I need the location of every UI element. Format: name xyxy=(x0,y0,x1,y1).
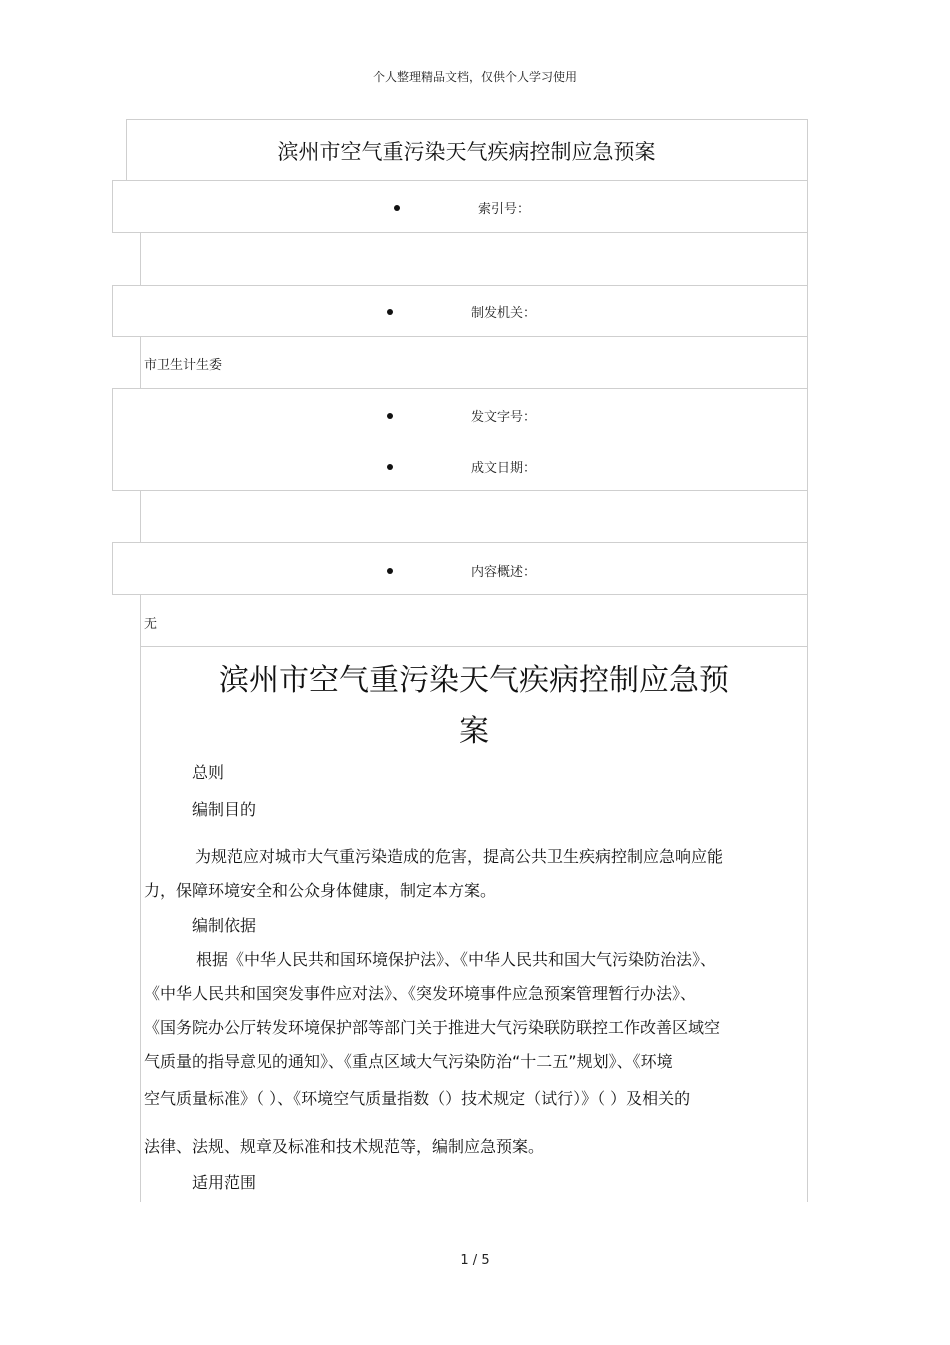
bullet-icon xyxy=(387,413,393,419)
table-line xyxy=(112,388,113,491)
basis-line: 气质量的指导意见的通知》、《重点区域大气污染防治“十二五”规划》、《环境 xyxy=(144,1052,673,1071)
label-date: 成文日期： xyxy=(471,461,537,476)
basis-line: 《国务院办公厅转发环境保护部等部门关于推进大气污染联防联控工作改善区域空 xyxy=(144,1018,721,1037)
table-line xyxy=(112,542,808,543)
heading-basis: 编制依据 xyxy=(192,916,257,935)
purpose-line: 为规范应对城市大气重污染造成的危害，提高公共卫生疾病控制应急响应能 xyxy=(195,847,724,866)
table-line xyxy=(112,285,808,286)
bullet-icon xyxy=(387,464,393,470)
table-line xyxy=(112,180,113,233)
basis-line: 《中华人民共和国突发事件应对法》、《突发环境事件应急预案管理暂行办法》、 xyxy=(144,984,697,1003)
header-note: 个人整理精品文档，仅供个人学习使用 xyxy=(372,70,577,84)
bullet-icon xyxy=(394,205,400,211)
label-doc-number: 发文字号： xyxy=(471,410,537,425)
doc-title-line1: 滨州市空气重污染天气疾病控制应急预 xyxy=(219,663,729,698)
table-line xyxy=(112,388,808,389)
bullet-icon xyxy=(387,309,393,315)
heading-purpose: 编制目的 xyxy=(192,800,257,819)
page-number: 1 / 5 xyxy=(460,1253,490,1268)
purpose-line: 力，保障环境安全和公众身体健康，制定本方案。 xyxy=(144,881,497,900)
heading-general: 总则 xyxy=(192,763,225,782)
table-line xyxy=(140,232,141,286)
label-index-no: 索引号： xyxy=(478,202,531,217)
table-line xyxy=(126,119,808,120)
basis-line: 根据《中华人民共和国环境保护法》、《中华人民共和国大气污染防治法》、 xyxy=(196,950,717,969)
table-title: 滨州市空气重污染天气疾病控制应急预案 xyxy=(277,140,656,164)
heading-scope: 适用范围 xyxy=(192,1173,257,1192)
table-line xyxy=(112,542,113,595)
table-line xyxy=(140,336,141,389)
basis-line: 法律、法规、规章及标准和技术规范等，编制应急预案。 xyxy=(144,1137,545,1156)
doc-title-line2: 案 xyxy=(459,714,489,749)
table-line xyxy=(112,285,113,337)
bullet-icon xyxy=(387,568,393,574)
label-issuing-agency: 制发机关： xyxy=(471,306,537,321)
table-line xyxy=(112,594,808,595)
value-issuing-agency: 市卫生计生委 xyxy=(144,358,223,373)
table-line xyxy=(140,646,808,647)
table-line xyxy=(112,180,808,181)
basis-line: 空气质量标准》（ ）、《环境空气质量指数（）技术规定（试行）》（ ）及相关的 xyxy=(144,1089,691,1108)
value-summary: 无 xyxy=(144,617,158,632)
label-summary: 内容概述： xyxy=(471,565,537,580)
table-line xyxy=(140,490,141,543)
table-line xyxy=(112,336,808,337)
table-line xyxy=(112,490,808,491)
table-line xyxy=(112,232,808,233)
